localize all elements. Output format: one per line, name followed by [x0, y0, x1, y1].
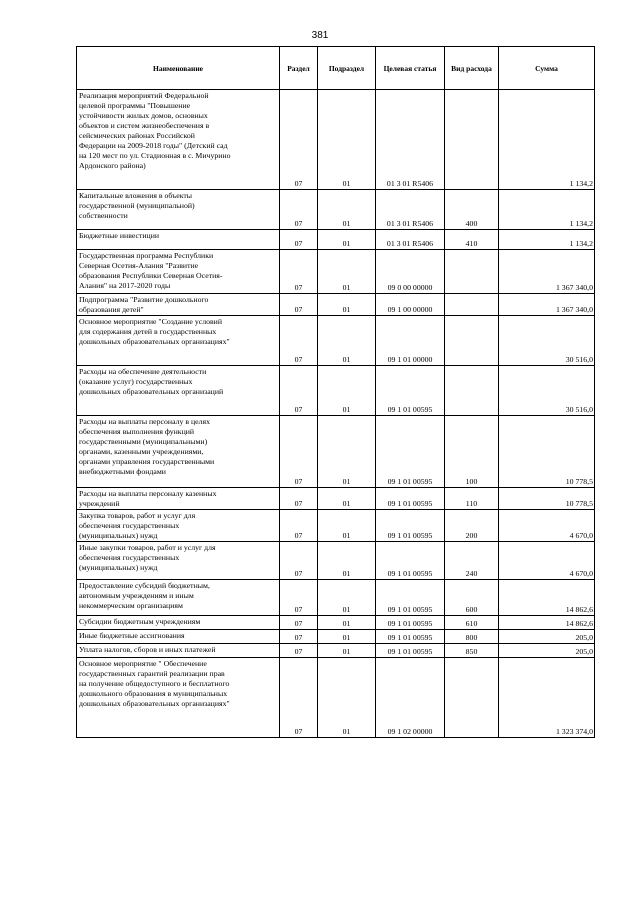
row-name: Закупка товаров, работ и услуг для обеспечения государственных (муниципальных) нужд [77, 510, 280, 542]
row-target-article: 09 1 01 00595 [376, 616, 445, 630]
table-row [77, 580, 595, 616]
row-subsection: 01 [318, 630, 376, 644]
row-target-article: 01 3 01 R5406 [376, 190, 445, 230]
row-expense-type: 110 [445, 488, 499, 510]
row-target-article: 01 3 01 R5406 [376, 90, 445, 190]
row-name: Подпрограмма "Развитие дошкольного образования детей" [77, 294, 280, 316]
row-sum: 205,0 [499, 630, 595, 644]
table-row [77, 190, 595, 230]
row-name: Капитальные вложения в объекты государственной (муниципальной) собственности [77, 190, 280, 230]
row-target-article: 09 1 01 00000 [376, 316, 445, 366]
table-row [77, 616, 595, 630]
row-expense-type [445, 316, 499, 366]
row-section: 07 [280, 366, 318, 416]
row-target-article: 09 1 01 00595 [376, 542, 445, 580]
row-sum: 1 367 340,0 [499, 294, 595, 316]
row-section: 07 [280, 630, 318, 644]
row-expense-type: 850 [445, 644, 499, 658]
row-sum: 10 778,5 [499, 416, 595, 488]
row-section: 07 [280, 250, 318, 294]
row-target-article: 09 1 01 00595 [376, 488, 445, 510]
row-target-article: 09 1 01 00595 [376, 630, 445, 644]
header-sum: Сумма [499, 47, 595, 90]
row-sum: 1 134,2 [499, 190, 595, 230]
row-name: Иные закупки товаров, работ и услуг для обеспечения государственных (муниципальных) нужд [77, 542, 280, 580]
row-sum: 1 134,2 [499, 90, 595, 190]
row-section: 07 [280, 658, 318, 738]
row-subsection: 01 [318, 250, 376, 294]
row-expense-type: 100 [445, 416, 499, 488]
row-subsection: 01 [318, 542, 376, 580]
row-section: 07 [280, 90, 318, 190]
row-target-article: 09 1 01 00595 [376, 580, 445, 616]
row-section: 07 [280, 190, 318, 230]
table-row [77, 630, 595, 644]
row-expense-type: 800 [445, 630, 499, 644]
row-sum: 1 134,2 [499, 230, 595, 250]
budget-table [76, 46, 595, 738]
row-section: 07 [280, 316, 318, 366]
row-target-article: 09 0 00 00000 [376, 250, 445, 294]
row-target-article: 09 1 00 00000 [376, 294, 445, 316]
table-row [77, 90, 595, 190]
row-sum: 30 516,0 [499, 316, 595, 366]
row-subsection: 01 [318, 488, 376, 510]
row-target-article: 09 1 02 00000 [376, 658, 445, 738]
table-row [77, 416, 595, 488]
row-name: Расходы на обеспечение деятельности (оказание услуг) государственных дошкольных образовательных организаций [77, 366, 280, 416]
row-target-article: 09 1 01 00595 [376, 644, 445, 658]
table-row [77, 488, 595, 510]
row-section: 07 [280, 488, 318, 510]
row-name: Расходы на выплаты персоналу казенных учреждений [77, 488, 280, 510]
table-header-row [77, 47, 595, 90]
row-sum: 14 862,6 [499, 580, 595, 616]
row-name: Уплата налогов, сборов и иных платежей [77, 644, 280, 658]
header-subsection: Подраздел [318, 47, 376, 90]
row-subsection: 01 [318, 580, 376, 616]
table-row [77, 644, 595, 658]
row-expense-type: 400 [445, 190, 499, 230]
page-number: 381 [311, 30, 329, 41]
row-subsection: 01 [318, 644, 376, 658]
row-subsection: 01 [318, 190, 376, 230]
row-name: Основное мероприятие " Обеспечение государственных гарантий реализации прав на получение общедоступного и бесплатного дошкольного образования в муниципальных дошкольных образовательных организациях" [77, 658, 280, 738]
row-section: 07 [280, 644, 318, 658]
row-subsection: 01 [318, 510, 376, 542]
row-subsection: 01 [318, 316, 376, 366]
row-subsection: 01 [318, 416, 376, 488]
row-expense-type [445, 90, 499, 190]
row-section: 07 [280, 616, 318, 630]
row-name: Предоставление субсидий бюджетным, автономным учреждениям и иным некоммерческим организациям [77, 580, 280, 616]
row-target-article: 09 1 01 00595 [376, 366, 445, 416]
table-row [77, 658, 595, 738]
row-subsection: 01 [318, 658, 376, 738]
row-sum: 30 516,0 [499, 366, 595, 416]
row-name: Субсидии бюджетным учреждениям [77, 616, 280, 630]
table-row [77, 316, 595, 366]
row-name: Расходы на выплаты персоналу в целях обеспечения выполнения функций государственными (муниципальными) органами, казенными учреждениями, органами управления государственными внебюджетными фондами [77, 416, 280, 488]
header-target-article: Целевая статья [376, 47, 445, 90]
header-expense-type: Вид расхода [445, 47, 499, 90]
header-name: Наименование [77, 47, 280, 90]
row-name: Основное мероприятие "Создание условий для содержания детей в государственных дошкольных образовательных организациях" [77, 316, 280, 366]
table-row [77, 510, 595, 542]
table-row [77, 366, 595, 416]
row-expense-type: 200 [445, 510, 499, 542]
row-sum: 1 367 340,0 [499, 250, 595, 294]
row-name: Бюджетные инвестиции [77, 230, 280, 250]
row-expense-type [445, 294, 499, 316]
table-row [77, 294, 595, 316]
row-section: 07 [280, 542, 318, 580]
row-subsection: 01 [318, 90, 376, 190]
row-sum: 1 323 374,0 [499, 658, 595, 738]
row-expense-type: 600 [445, 580, 499, 616]
row-name: Реализация мероприятий Федеральной целевой программы "Повышение устойчивости жилых домов, основных объектов и систем жизнеобеспечения в сейсмических районах Российской Федерации на 2009-2018 годы" (Детский сад на 120 мест по ул. Стадионная в с. Мичурино Ардонского района) [77, 90, 280, 190]
row-sum: 4 670,0 [499, 542, 595, 580]
table-row [77, 542, 595, 580]
row-section: 07 [280, 510, 318, 542]
row-subsection: 01 [318, 230, 376, 250]
row-expense-type [445, 250, 499, 294]
row-section: 07 [280, 294, 318, 316]
row-subsection: 01 [318, 366, 376, 416]
row-expense-type: 410 [445, 230, 499, 250]
header-section: Раздел [280, 47, 318, 90]
row-target-article: 09 1 01 00595 [376, 416, 445, 488]
row-section: 07 [280, 580, 318, 616]
row-section: 07 [280, 230, 318, 250]
row-expense-type: 240 [445, 542, 499, 580]
row-expense-type: 610 [445, 616, 499, 630]
row-sum: 10 778,5 [499, 488, 595, 510]
row-sum: 205,0 [499, 644, 595, 658]
row-name: Государственная программа Республики Северная Осетия-Алания "Развитие образования Республики Северная Осетия- Алания" на 2017-2020 годы [77, 250, 280, 294]
table-row [77, 230, 595, 250]
row-sum: 4 670,0 [499, 510, 595, 542]
row-target-article: 01 3 01 R5406 [376, 230, 445, 250]
row-section: 07 [280, 416, 318, 488]
row-name: Иные бюджетные ассигнования [77, 630, 280, 644]
row-expense-type [445, 366, 499, 416]
row-subsection: 01 [318, 294, 376, 316]
row-sum: 14 862,6 [499, 616, 595, 630]
row-target-article: 09 1 01 00595 [376, 510, 445, 542]
row-expense-type [445, 658, 499, 738]
row-subsection: 01 [318, 616, 376, 630]
table-row [77, 250, 595, 294]
